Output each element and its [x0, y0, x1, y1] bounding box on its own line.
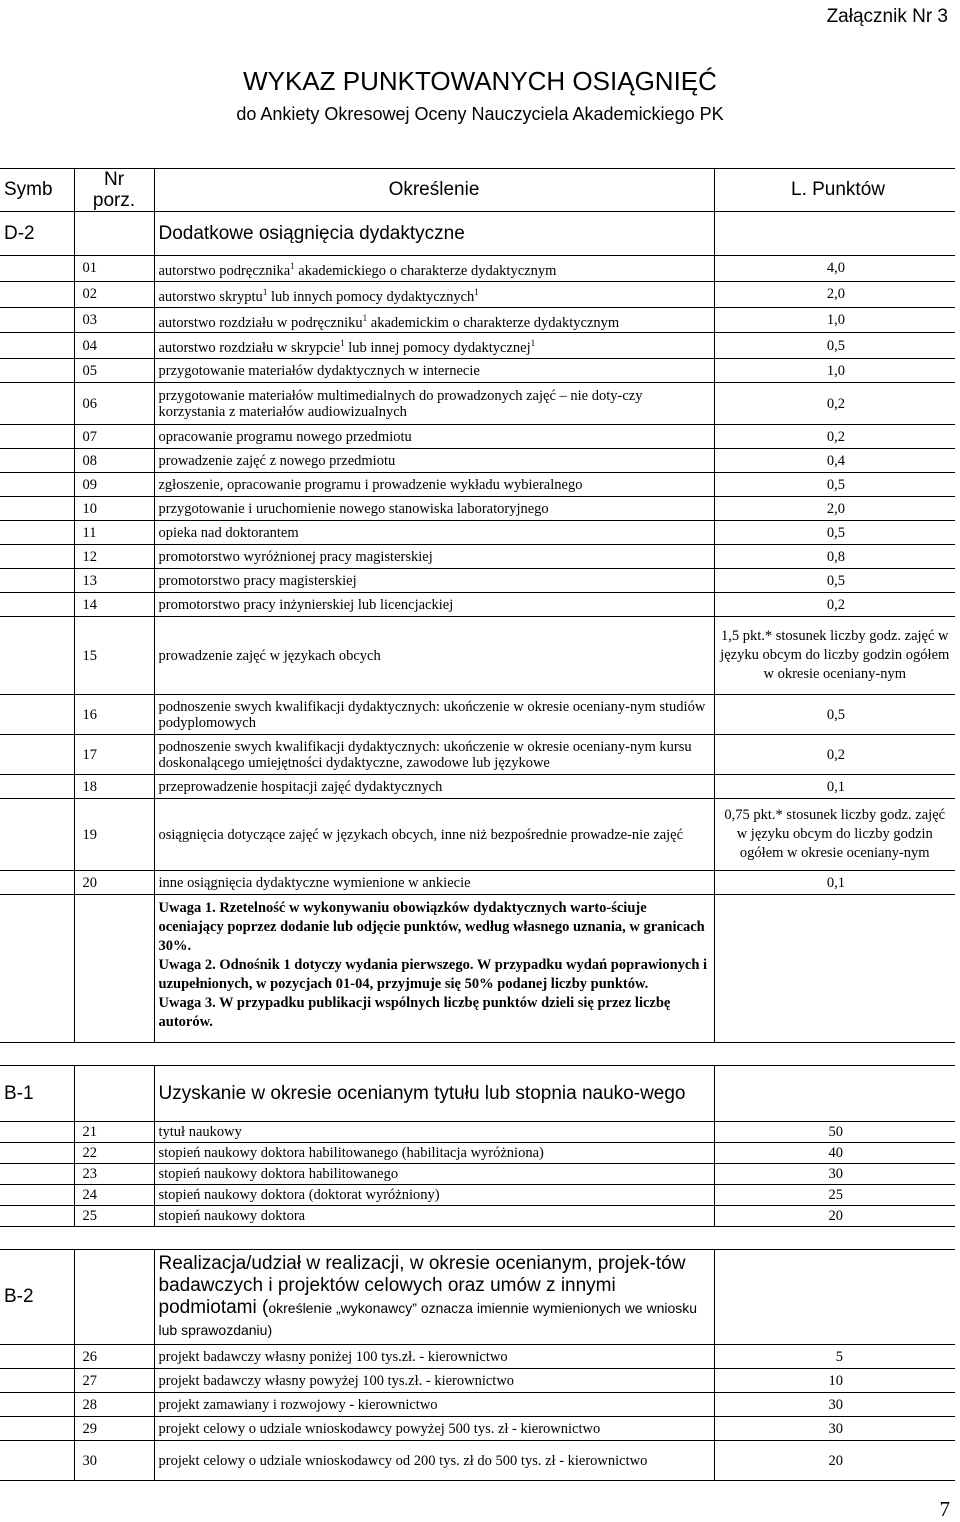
row-symbol-empty	[0, 1441, 74, 1481]
row-number: 15	[74, 617, 154, 695]
row-symbol-empty	[0, 1143, 74, 1164]
row-description-text: przygotowanie materiałów multimedialnych do prowadzonych zajęć – nie doty-czy korzystania z materiałów audiowizualnych	[158, 387, 643, 420]
table-row	[0, 1441, 955, 1481]
notes-cell	[154, 895, 714, 1043]
row-description	[154, 1143, 714, 1164]
table-row	[0, 425, 955, 449]
row-description	[154, 1441, 714, 1481]
section-nr-empty	[74, 1250, 154, 1345]
row-symbol-empty	[0, 1185, 74, 1206]
row-description	[154, 425, 714, 449]
row-description-text: zgłoszenie, opracowanie programu i prowadzenie wykładu wybieralnego	[158, 476, 583, 493]
row-description-text: prowadzenie zajęć w językach obcych	[158, 647, 381, 664]
row-points: 0,5	[714, 521, 955, 545]
row-symbol-empty	[0, 735, 74, 775]
table-row	[0, 256, 955, 282]
row-points: 0,1	[714, 871, 955, 895]
header-nr	[74, 169, 154, 212]
row-description-text-cont: akademickiego o charakterze dydaktycznym	[294, 262, 557, 279]
row-points: 2,0	[714, 497, 955, 521]
section-gap	[0, 1227, 955, 1250]
row-symbol-empty	[0, 281, 74, 307]
row-description	[154, 497, 714, 521]
table-row	[0, 775, 955, 799]
row-number: 29	[74, 1417, 154, 1441]
row-description-text: autorstwo skryptu	[158, 288, 263, 305]
row-number: 21	[74, 1122, 154, 1143]
table-row	[0, 1122, 955, 1143]
footnote-marker: 1	[340, 338, 345, 349]
row-description-text: przeprowadzenie hospitacji zajęć dydaktycznych	[158, 778, 443, 795]
section-title	[154, 1066, 714, 1122]
row-description	[154, 871, 714, 895]
row-points: 0,75 pkt.* stosunek liczby godz. zajęć w języku obcym do liczby godzin ogółem w okresie oceniany-nym	[714, 799, 955, 871]
row-description	[154, 1185, 714, 1206]
header-nr-line1: Nr	[103, 169, 125, 190]
row-description	[154, 799, 714, 871]
table-header-row	[0, 169, 955, 212]
section-points-empty	[714, 1066, 955, 1122]
row-description-text: stopień naukowy doktora (doktorat wyróżniony)	[158, 1187, 440, 1204]
row-symbol-empty	[0, 617, 74, 695]
row-symbol-empty	[0, 871, 74, 895]
table-row	[0, 1345, 955, 1369]
row-points: 0,2	[714, 735, 955, 775]
table-row	[0, 281, 955, 307]
note-2: Uwaga 2. Odnośnik 1 dotyczy wydania pierwszego. W przypadku wydań poprawionych i uzupełnionych, w pozycjach 01-04, przyjmuje się 50% podanej liczby punktów.	[158, 957, 708, 993]
row-description-text: stopień naukowy doktora habilitowanego	[158, 1166, 399, 1183]
header-symb: Symb	[0, 169, 74, 212]
row-symbol-empty	[0, 545, 74, 569]
row-number: 25	[74, 1206, 154, 1227]
row-points: 0,5	[714, 473, 955, 497]
section-nr-empty	[74, 212, 154, 256]
row-number: 11	[74, 521, 154, 545]
row-number: 22	[74, 1143, 154, 1164]
row-points: 0,8	[714, 545, 955, 569]
row-points: 4,0	[714, 256, 955, 282]
row-points: 20	[714, 1206, 955, 1227]
row-description-text: opracowanie programu nowego przedmiotu	[158, 428, 412, 445]
table-row	[0, 695, 955, 735]
row-symbol-empty	[0, 775, 74, 799]
row-symbol-empty	[0, 1345, 74, 1369]
row-symbol-empty	[0, 1164, 74, 1185]
row-description-text-cont: lub innej pomocy dydaktycznej	[344, 340, 531, 357]
row-points: 20	[714, 1441, 955, 1481]
row-description	[154, 569, 714, 593]
row-description-text: tytuł naukowy	[158, 1124, 242, 1141]
row-description-text: opieka nad doktorantem	[158, 524, 299, 541]
row-symbol-empty	[0, 425, 74, 449]
row-description-text: autorstwo rozdziału w skrypcie	[158, 340, 341, 357]
row-number: 19	[74, 799, 154, 871]
row-symbol-empty	[0, 383, 74, 425]
row-description	[154, 1393, 714, 1417]
table-row	[0, 1206, 955, 1227]
table-row	[0, 1164, 955, 1185]
row-points: 0,2	[714, 425, 955, 449]
footnote-marker: 1	[262, 286, 268, 297]
table-row	[0, 1185, 955, 1206]
row-description	[154, 359, 714, 383]
table-row	[0, 1417, 955, 1441]
row-description	[154, 1164, 714, 1185]
row-symbol-empty	[0, 569, 74, 593]
table-row	[0, 1143, 955, 1164]
row-points: 30	[714, 1393, 955, 1417]
row-description-text: podnoszenie swych kwalifikacji dydaktycznych: ukończenie w okresie oceniany-nym kursu doskonalącego umiejętności dydaktyczne, zawodowe lub językowe	[158, 738, 692, 771]
row-points: 0,5	[714, 333, 955, 359]
row-points: 40	[714, 1143, 955, 1164]
section-row-b1	[0, 1066, 955, 1122]
section-row-d2	[0, 212, 955, 256]
row-description	[154, 593, 714, 617]
row-symbol-empty	[0, 497, 74, 521]
notes-row	[0, 895, 955, 1043]
gap-cell	[0, 1043, 74, 1066]
row-number: 04	[74, 333, 154, 359]
row-description	[154, 521, 714, 545]
row-number: 02	[74, 281, 154, 307]
row-symbol-empty	[0, 1417, 74, 1441]
row-description	[154, 1369, 714, 1393]
section-nr-empty	[74, 1066, 154, 1122]
row-description-text: przygotowanie i uruchomienie nowego stanowiska laboratoryjnego	[158, 500, 549, 517]
row-symbol-empty	[0, 1393, 74, 1417]
row-description	[154, 735, 714, 775]
row-number: 27	[74, 1369, 154, 1393]
section-title	[154, 212, 714, 256]
row-symbol-empty	[0, 333, 74, 359]
row-points: 1,5 pkt.* stosunek liczby godz. zajęć w języku obcym do liczby godzin ogółem w okresie oceniany-nym	[714, 617, 955, 695]
gap-cell	[154, 1227, 714, 1250]
header-desc: Określenie	[154, 169, 714, 212]
row-number: 26	[74, 1345, 154, 1369]
row-description-text: promotorstwo wyróżnionej pracy magisterskiej	[158, 548, 433, 565]
section-gap	[0, 1043, 955, 1066]
row-points: 0,5	[714, 695, 955, 735]
row-number: 09	[74, 473, 154, 497]
row-symbol-empty	[0, 449, 74, 473]
gap-cell	[74, 1227, 154, 1250]
row-number: 13	[74, 569, 154, 593]
row-points: 0,4	[714, 449, 955, 473]
gap-cell	[74, 1043, 154, 1066]
table-row	[0, 871, 955, 895]
row-description-text: podnoszenie swych kwalifikacji dydaktycznych: ukończenie w okresie oceniany-nym studiów podyplomowych	[158, 698, 706, 731]
row-description	[154, 281, 714, 307]
table-row	[0, 1393, 955, 1417]
row-points: 1,0	[714, 307, 955, 333]
row-description	[154, 695, 714, 735]
page-title: WYKAZ PUNKTOWANYCH OSIĄGNIĘĆ	[243, 66, 717, 96]
row-number: 28	[74, 1393, 154, 1417]
row-number: 20	[74, 871, 154, 895]
table-row	[0, 383, 955, 425]
row-points: 5	[714, 1345, 955, 1369]
row-symbol-empty	[0, 1122, 74, 1143]
row-description	[154, 617, 714, 695]
row-description-text: osiągnięcia dotyczące zajęć w językach obcych, inne niż bezpośrednie prowadze-nie zajęć	[158, 826, 684, 843]
row-description-text-cont: lub innych pomocy dydaktycznych	[267, 288, 475, 305]
row-description	[154, 256, 714, 282]
table-row	[0, 359, 955, 383]
row-number: 17	[74, 735, 154, 775]
notes-points-empty	[714, 895, 955, 1043]
row-description	[154, 1417, 714, 1441]
row-number: 23	[74, 1164, 154, 1185]
row-description-text: projekt badawczy własny powyżej 100 tys.zł. - kierownictwo	[158, 1372, 515, 1389]
row-points: 1,0	[714, 359, 955, 383]
row-description-text: stopień naukowy doktora	[158, 1208, 306, 1225]
footnote-marker: 1	[474, 286, 479, 297]
row-number: 30	[74, 1441, 154, 1481]
notes-sym-empty	[0, 895, 74, 1043]
row-points: 30	[714, 1417, 955, 1441]
section-title-small: określenie „wykonawcy” oznacza imiennie wymienionych we wniosku lub sprawozdaniu)	[158, 1300, 698, 1339]
row-description-text: projekt zamawiany i rozwojowy - kierownictwo	[158, 1396, 438, 1413]
header-nr-line2: porz.	[92, 190, 136, 211]
footnote-marker: 1	[530, 338, 536, 349]
row-points: 0,5	[714, 569, 955, 593]
table-row	[0, 449, 955, 473]
row-symbol-empty	[0, 593, 74, 617]
note-3: Uwaga 3. W przypadku publikacji wspólnych liczbę punktów dzieli się przez liczbę autorów.	[158, 995, 671, 1031]
row-points: 25	[714, 1185, 955, 1206]
note-1: Uwaga 1. Rzetelność w wykonywaniu obowiązków dydaktycznych warto-ściuje oceniający poprzez dodanie lub odjęcie punktów, według własnego uznania, w granicach 30%.	[158, 900, 705, 955]
table-row	[0, 497, 955, 521]
section-points-empty	[714, 212, 955, 256]
row-number: 16	[74, 695, 154, 735]
row-points: 0,2	[714, 593, 955, 617]
table-row	[0, 307, 955, 333]
row-points: 0,1	[714, 775, 955, 799]
section-title-text: Realizacja/udział w realizacji, w okresie ocenianym, projek-tów badawczych i projektów celowych oraz umów z innymi podmiotami (	[158, 1253, 686, 1319]
page-subtitle: do Ankiety Okresowej Oceny Nauczyciela Akademickiego PK	[236, 104, 724, 124]
row-number: 18	[74, 775, 154, 799]
row-description	[154, 1206, 714, 1227]
section-title-text: Dodatkowe osiągnięcia dydaktyczne	[158, 222, 465, 244]
row-symbol-empty	[0, 521, 74, 545]
table-row	[0, 735, 955, 775]
row-points: 2,0	[714, 281, 955, 307]
row-description-text: inne osiągnięcia dydaktyczne wymienione w ankiecie	[158, 874, 471, 891]
row-description-text: promotorstwo pracy inżynierskiej lub licencjackiej	[158, 596, 454, 613]
table-row	[0, 569, 955, 593]
table-row	[0, 473, 955, 497]
gap-cell	[0, 1227, 74, 1250]
row-description-text: przygotowanie materiałów dydaktycznych w internecie	[158, 362, 480, 379]
table-row	[0, 1369, 955, 1393]
row-number: 24	[74, 1185, 154, 1206]
row-symbol-empty	[0, 1206, 74, 1227]
row-description	[154, 775, 714, 799]
row-number: 10	[74, 497, 154, 521]
table-row	[0, 521, 955, 545]
row-description-text: projekt celowy o udziale wnioskodawcy od 200 tys. zł do 500 tys. zł - kierownictwo	[158, 1452, 648, 1469]
annex-label: Załącznik Nr 3	[826, 6, 948, 27]
gap-cell	[714, 1227, 955, 1250]
footnote-marker: 1	[290, 261, 295, 271]
row-number: 08	[74, 449, 154, 473]
page-number: 7	[939, 1497, 950, 1521]
row-number: 14	[74, 593, 154, 617]
row-symbol-empty	[0, 1369, 74, 1393]
section-row-b2	[0, 1250, 955, 1345]
table-row	[0, 799, 955, 871]
row-description-text: projekt badawczy własny poniżej 100 tys.zł. - kierownictwo	[158, 1348, 508, 1365]
section-symbol: B-2	[0, 1250, 74, 1345]
row-symbol-empty	[0, 473, 74, 497]
gap-cell	[714, 1043, 955, 1066]
section-symbol: B-1	[0, 1066, 74, 1122]
table-row	[0, 617, 955, 695]
row-description	[154, 545, 714, 569]
row-description	[154, 473, 714, 497]
row-symbol-empty	[0, 799, 74, 871]
row-points: 50	[714, 1122, 955, 1143]
section-title	[154, 1250, 714, 1345]
row-number: 06	[74, 383, 154, 425]
row-number: 12	[74, 545, 154, 569]
row-description-text: promotorstwo pracy magisterskiej	[158, 572, 357, 589]
row-description-text: prowadzenie zajęć z nowego przedmiotu	[158, 452, 396, 469]
row-symbol-empty	[0, 256, 74, 282]
row-description	[154, 1345, 714, 1369]
row-description-text: projekt celowy o udziale wnioskodawcy powyżej 500 tys. zł - kierownictwo	[158, 1420, 601, 1437]
row-number: 03	[74, 307, 154, 333]
row-symbol-empty	[0, 695, 74, 735]
row-points: 10	[714, 1369, 955, 1393]
table-row	[0, 593, 955, 617]
row-description-text-cont: akademickim o charakterze dydaktycznym	[367, 314, 620, 331]
row-number: 05	[74, 359, 154, 383]
row-description	[154, 383, 714, 425]
row-symbol-empty	[0, 359, 74, 383]
row-description-text: stopień naukowy doktora habilitowanego (habilitacja wyróżniona)	[158, 1145, 544, 1162]
row-symbol-empty	[0, 307, 74, 333]
row-description	[154, 307, 714, 333]
table-row	[0, 333, 955, 359]
row-description	[154, 449, 714, 473]
row-points: 0,2	[714, 383, 955, 425]
table-row	[0, 545, 955, 569]
row-description	[154, 1122, 714, 1143]
row-description-text: autorstwo rozdziału w podręczniku	[158, 314, 363, 331]
notes-nr-empty	[74, 895, 154, 1043]
header-points: L. Punktów	[714, 169, 955, 212]
row-description-text: autorstwo podręcznika	[158, 262, 291, 279]
row-number: 07	[74, 425, 154, 449]
row-description	[154, 333, 714, 359]
footnote-marker: 1	[362, 312, 368, 323]
section-symbol: D-2	[0, 212, 74, 256]
section-points-empty	[714, 1250, 955, 1345]
gap-cell	[154, 1043, 714, 1066]
achievements-table	[0, 168, 955, 1481]
row-number: 01	[74, 256, 154, 282]
row-points: 30	[714, 1164, 955, 1185]
section-title-text: Uzyskanie w okresie ocenianym tytułu lub stopnia nauko-wego	[158, 1082, 686, 1104]
